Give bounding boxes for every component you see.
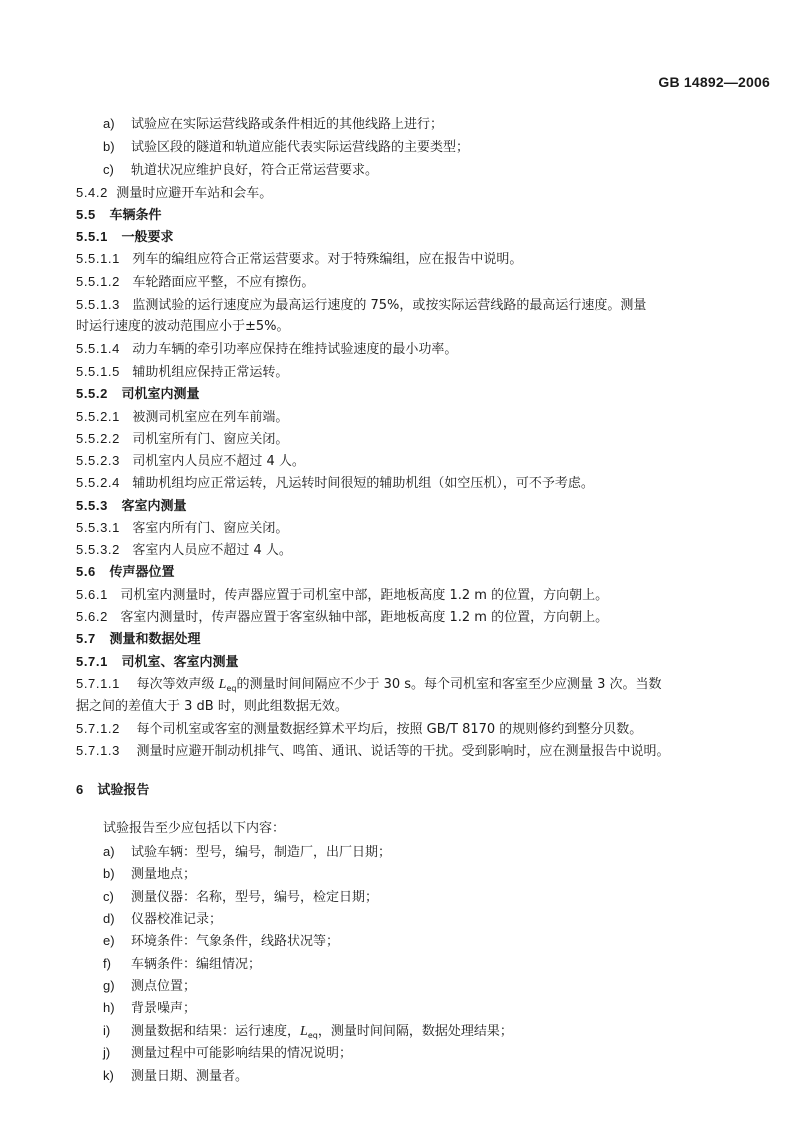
- section-heading-5-5-1: [76, 228, 174, 247]
- list-item: [103, 161, 378, 180]
- standard-code: GB 14892—2006: [658, 74, 770, 90]
- section-number: 5.6: [76, 564, 96, 579]
- clause-text: 测量时应避开车站和会车。: [116, 186, 273, 201]
- clause-number: 5.7.1.2: [76, 721, 120, 736]
- section-title: 客室内测量: [121, 499, 187, 514]
- section-title: 车辆条件: [109, 208, 162, 223]
- list-marker: j): [103, 1045, 111, 1060]
- list-item: [103, 865, 196, 884]
- clause-number: 5.5.2.2: [76, 431, 120, 446]
- clause-text: 辅助机组均应正常运转，凡运转时间很短的辅助机组（如空压机），可不予考虑。: [132, 476, 594, 491]
- clause-number: 5.5.2.1: [76, 409, 120, 424]
- list-marker: i): [103, 1023, 111, 1038]
- section-title: 一般要求: [121, 230, 174, 245]
- list-marker: f): [103, 956, 111, 971]
- clause-5-5-2-2: [76, 430, 288, 449]
- list-text: 试验应在实际运营线路或条件相近的其他线路上进行；: [131, 117, 444, 132]
- list-text: 测量日期、测量者。: [131, 1069, 249, 1084]
- list-item: [103, 999, 196, 1018]
- clause-number: 5.6.1: [76, 587, 108, 602]
- section-title: 传声器位置: [109, 565, 175, 580]
- clause-text: 被测司机室应在列车前端。: [132, 410, 289, 425]
- list-text: ，测量时间间隔，数据处理结果；: [317, 1024, 513, 1039]
- section-heading-5-5-2: [76, 385, 200, 404]
- list-text: 测量仪器：名称，型号，编号，检定日期；: [131, 890, 379, 905]
- list-text: 测量数据和结果：运行速度，: [131, 1024, 301, 1039]
- clause-5-5-1-2: [76, 273, 314, 292]
- list-item: [103, 843, 391, 862]
- list-marker: e): [103, 933, 115, 948]
- clause-text: 辅助机组应保持正常运转。: [132, 365, 289, 380]
- clause-text: 客室内测量时，传声器应置于客室纵轴中部，距地板高度 1.2 m 的位置，方向朝上。: [120, 610, 609, 625]
- list-marker: b): [103, 139, 115, 154]
- clause-number: 5.5.1.1: [76, 251, 120, 266]
- list-text: 环境条件：气象条件，线路状况等；: [131, 934, 340, 949]
- section-number: 5.5.2: [76, 386, 108, 401]
- list-item: [103, 1067, 248, 1086]
- clause-number: 5.5.3.1: [76, 520, 120, 535]
- clause-text: 列车的编组应符合正常运营要求。对于特殊编组，应在报告中说明。: [132, 252, 523, 267]
- section-heading-5-5: [76, 206, 161, 225]
- section-heading-5-6: [76, 563, 174, 582]
- clause-number: 5.5.1.5: [76, 364, 120, 379]
- clause-number: 5.5.1.3: [76, 297, 120, 312]
- list-item: [103, 977, 196, 996]
- symbol-subscript: eq: [307, 1031, 318, 1040]
- clause-5-5-1-4: [76, 340, 457, 359]
- clause-number: 5.7.1.3: [76, 743, 120, 758]
- clause-text: 司机室内人员应不超过 4 人。: [132, 454, 305, 469]
- list-text: 背景噪声；: [131, 1001, 197, 1016]
- section-heading-6: [76, 781, 149, 800]
- list-marker: c): [103, 889, 114, 904]
- list-item: [103, 910, 222, 929]
- clause-text: 客室内人员应不超过 4 人。: [132, 543, 292, 558]
- list-text: 测量过程中可能影响结果的情况说明；: [131, 1046, 353, 1061]
- section-number: 5.5: [76, 207, 96, 222]
- symbol-subscript: eq: [226, 684, 237, 693]
- list-text: 试验车辆：型号，编号，制造厂，出厂日期；: [131, 845, 392, 860]
- list-marker: h): [103, 1000, 115, 1015]
- list-marker: k): [103, 1068, 114, 1083]
- list-item: [103, 932, 339, 951]
- section-number: 5.5.1: [76, 229, 108, 244]
- clause-number: 5.5.1.2: [76, 274, 120, 289]
- list-marker: b): [103, 866, 115, 881]
- clause-5-5-1-3: [76, 296, 646, 315]
- symbol-l: L: [300, 1024, 308, 1039]
- clause-5-5-3-2: [76, 541, 292, 560]
- list-marker: a): [103, 844, 115, 859]
- list-marker: d): [103, 911, 115, 926]
- section-heading-5-5-3: [76, 497, 187, 516]
- section-number: 5.5.3: [76, 498, 108, 513]
- clause-text: 客室内所有门、窗应关闭。: [132, 521, 289, 536]
- report-intro: 试验报告至少应包括以下内容：: [103, 821, 286, 836]
- clause-5-6-1: [76, 586, 608, 605]
- clause-text: 司机室所有门、窗应关闭。: [132, 432, 289, 447]
- list-text: 仪器校准记录；: [131, 912, 223, 927]
- clause-text: 每次等效声级: [136, 677, 219, 692]
- section-title: 司机室内测量: [121, 387, 200, 402]
- clause-text: 测量时应避开制动机排气、鸣笛、通讯、说话等的干扰。受到影响时，应在测量报告中说明。: [136, 744, 670, 759]
- section-number: 5.7: [76, 631, 96, 646]
- section-number: 5.7.1: [76, 654, 108, 669]
- list-item: [103, 138, 469, 157]
- clause-text: 每个司机室或客室的测量数据经算术平均后，按照 GB/T 8170 的规则修约到整分贝数。: [136, 722, 643, 737]
- list-text: 试验区段的隧道和轨道应能代表实际运营线路的主要类型；: [131, 140, 470, 155]
- section-heading-5-7-1: [76, 653, 239, 672]
- clause-5-7-1-3: [76, 742, 670, 761]
- list-text: 测点位置；: [131, 979, 197, 994]
- section-heading-5-7: [76, 630, 200, 649]
- list-item: [103, 1044, 352, 1063]
- clause-text: 的测量时间间隔应不少于 30 s。每个司机室和客室至少应测量 3 次。当数: [236, 677, 662, 692]
- list-text: 车辆条件：编组情况；: [131, 957, 262, 972]
- clause-5-5-2-3: [76, 452, 305, 471]
- clause-number: 5.5.3.2: [76, 542, 120, 557]
- list-marker: c): [103, 162, 114, 177]
- clause-number: 5.5.1.4: [76, 341, 120, 356]
- clause-text: 车轮踏面应平整，不应有擦伤。: [132, 275, 315, 290]
- list-marker: g): [103, 978, 115, 993]
- clause-5-4-2: [76, 184, 272, 203]
- section-number: 6: [76, 782, 84, 797]
- list-item: [103, 888, 378, 907]
- list-item: [103, 1022, 513, 1045]
- clause-5-7-1-2: [76, 720, 642, 739]
- symbol-l: L: [218, 677, 227, 692]
- list-text: 轨道状况应维护良好，符合正常运营要求。: [131, 163, 379, 178]
- clause-text: 监测试验的运行速度应为最高运行速度的 75%，或按实际运营线路的最高运行速度。测量: [132, 298, 647, 313]
- section-title: 测量和数据处理: [109, 632, 201, 647]
- clause-number: 5.7.1.1: [76, 676, 120, 691]
- clause-5-5-3-1: [76, 519, 288, 538]
- clause-number: 5.4.2: [76, 185, 108, 200]
- clause-text: 司机室内测量时，传声器应置于司机室中部，距地板高度 1.2 m 的位置，方向朝上。: [120, 588, 609, 603]
- clause-number: 5.5.2.4: [76, 475, 120, 490]
- clause-5-5-1-5: [76, 363, 288, 382]
- clause-5-5-1-1: [76, 250, 522, 269]
- list-item: [103, 115, 443, 134]
- clause-5-7-1-1: [76, 675, 662, 698]
- list-marker: a): [103, 116, 115, 131]
- list-item: [103, 955, 261, 974]
- clause-text: 动力车辆的牵引功率应保持在维持试验速度的最小功率。: [132, 342, 458, 357]
- section-title: 试验报告: [97, 783, 150, 798]
- list-text: 测量地点；: [131, 867, 197, 882]
- clause-5-6-2: [76, 608, 608, 627]
- section-title: 司机室、客室内测量: [121, 655, 239, 670]
- clause-5-5-2-4: [76, 474, 594, 493]
- clause-5-7-1-1-continuation: 据之间的差值大于 3 dB 时，则此组数据无效。: [76, 699, 348, 714]
- clause-number: 5.5.2.3: [76, 453, 120, 468]
- clause-5-5-1-3-continuation: 时运行速度的波动范围应小于±5%。: [76, 319, 290, 334]
- clause-number: 5.6.2: [76, 609, 108, 624]
- clause-5-5-2-1: [76, 408, 288, 427]
